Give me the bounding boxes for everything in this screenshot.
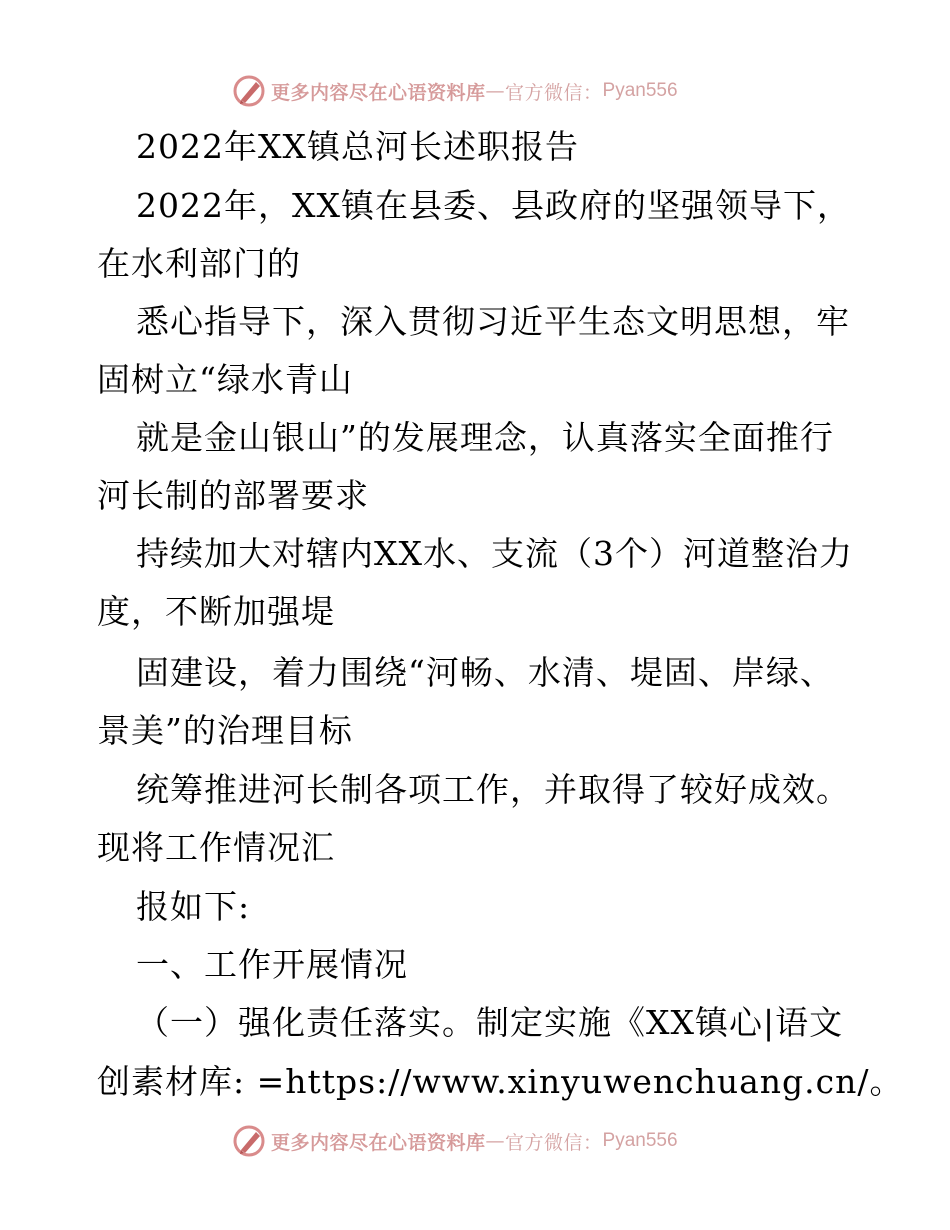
paragraph-line: 现将工作情况汇 [97, 828, 335, 867]
pen-logo-icon [232, 74, 266, 108]
footer-watermark-banner [232, 1121, 678, 1161]
paragraph-line: 统筹推进河长制各项工作，并取得了较好成效。 [136, 770, 850, 809]
paragraph-line: 就是金山银山”的发展理念，认真落实全面推行 [136, 418, 834, 457]
banner-wechat-label: 官方微信： [505, 1131, 603, 1154]
banner-dash: — [485, 1130, 506, 1152]
paragraph-line: 在水利部门的 [97, 244, 301, 283]
banner-dash: — [485, 80, 506, 102]
banner-wechat-id: Pyan556 [602, 1130, 678, 1151]
paragraph-line: 固树立“绿水青山 [97, 360, 353, 399]
paragraph-line: 度，不断加强堤 [97, 592, 335, 631]
paragraph-line: 报如下: [136, 887, 251, 926]
paragraph-line: （一）强化责任落实。制定实施《XX镇心|语文 [136, 1003, 844, 1042]
paragraph-line: 固建设，着力围绕“河畅、水清、堤固、岸绿、 [136, 653, 834, 692]
banner-wechat-id: Pyan556 [602, 80, 678, 101]
paragraph-line: 2022年，XX镇在县委、县政府的坚强领导下， [136, 186, 851, 225]
pen-logo-icon [232, 1124, 266, 1158]
paragraph-line: 景美”的治理目标 [97, 711, 353, 750]
paragraph-line: 悉心指导下，深入贯彻习近平生态文明思想，牢 [136, 302, 850, 341]
document-title: 2022年XX镇总河长述职报告 [136, 127, 579, 166]
paragraph-line-url: 创素材库: =https://www.xinyuwenchuang.cn/。 [97, 1062, 904, 1101]
paragraph-line: 河长制的部署要求 [97, 476, 369, 515]
paragraph-line: 持续加大对辖内XX水、支流（3个）河道整治力 [136, 534, 853, 573]
banner-main-text: 更多内容尽在心语资料库 [271, 1131, 486, 1154]
banner-main-text: 更多内容尽在心语资料库 [271, 81, 486, 104]
banner-wechat-label: 官方微信： [505, 81, 603, 104]
header-watermark-banner [232, 71, 678, 111]
section-heading: 一、工作开展情况 [136, 945, 408, 984]
